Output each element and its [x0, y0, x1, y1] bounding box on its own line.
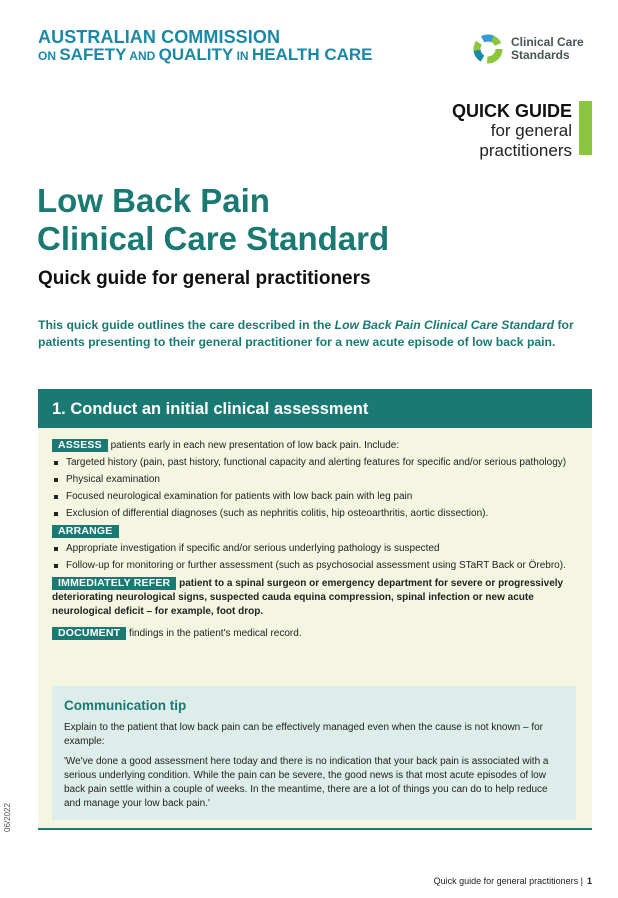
- org-name-line2: [38, 46, 373, 65]
- ccs-line2: Standards: [511, 48, 570, 62]
- document-tag: DOCUMENT: [52, 627, 126, 640]
- list-item: Targeted history (pain, past history, functional capacity and alerting features for specific and/or serious pathology): [52, 456, 580, 470]
- document-text: findings in the patient's medical record.: [126, 628, 302, 639]
- refer-tag: IMMEDIATELY REFER: [52, 577, 176, 590]
- intro-standard-name: Low Back Pain Clinical Care Standard: [334, 318, 555, 332]
- org-word-health-care: HEALTH CARE: [251, 45, 373, 64]
- section-content: [52, 439, 580, 645]
- document-paragraph: [52, 627, 580, 641]
- page-title: [37, 182, 389, 258]
- org-word-and: AND: [126, 49, 159, 63]
- arrange-tag: ARRANGE: [52, 525, 119, 538]
- footer-text: Quick guide for general practitioners |: [433, 876, 583, 886]
- page-footer: [434, 876, 592, 886]
- ccs-text: [511, 36, 584, 62]
- communication-tip-box: [52, 686, 576, 820]
- assess-list: [52, 456, 580, 521]
- quick-guide-sub1: for general: [490, 121, 572, 140]
- intro-after: for patients presenting to their general practitioner for a new acute episode of low back pain.: [38, 318, 574, 349]
- list-item: Focused neurological examination for patients with low back pain with leg pain: [52, 490, 580, 504]
- title-line2: Clinical Care Standard: [37, 220, 390, 257]
- intro-paragraph: [38, 317, 578, 351]
- assess-lead: [52, 439, 580, 453]
- refer-paragraph: [52, 577, 580, 619]
- intro-before: This quick guide outlines the care described in the: [38, 318, 335, 332]
- tip-paragraph-2: 'We've done a good assessment here today and there is no indication that your back pain is associated with a serious underlying condition. While the pain can be severe, the good news is that most acute episodes of low back pain settle within a couple of weeks. In the meantime, there are a lot of things you can do to help reduce and manage your low back pain.': [64, 756, 549, 809]
- title-line1: Low Back Pain: [37, 182, 270, 219]
- organization-logo: [38, 28, 373, 65]
- list-item: Exclusion of differential diagnoses (such as nephritis colitis, hip osteoarthritis, aortic dissection).: [52, 507, 580, 521]
- tip-paragraph-1: Explain to the patient that low back pain can be effectively managed even when the cause is not known – for example:: [64, 722, 544, 747]
- clinical-care-standards-logo: [471, 32, 584, 66]
- ccs-line1: Clinical Care: [511, 35, 584, 49]
- list-item: Follow-up for monitoring or further assessment (such as psychosocial assessment using STaRT Back or Örebro).: [52, 559, 580, 573]
- org-word-safety: SAFETY: [59, 45, 127, 64]
- page-number: 1: [586, 876, 592, 886]
- assessment-section: [38, 389, 592, 830]
- tip-title: Communication tip: [64, 698, 187, 713]
- org-name-line1: AUSTRALIAN COMMISSION: [38, 27, 281, 47]
- document-code: 06/2022: [3, 803, 12, 832]
- quick-guide-accent-bar: [579, 101, 592, 155]
- list-item: Physical examination: [52, 473, 580, 487]
- list-item: Appropriate investigation if specific and/or serious underlying pathology is suspected: [52, 542, 580, 556]
- assess-tag: ASSESS: [52, 439, 108, 452]
- org-word-in: IN: [233, 49, 252, 63]
- org-word-on: ON: [38, 49, 60, 63]
- quick-guide-title: QUICK GUIDE: [451, 101, 572, 121]
- page-subtitle: Quick guide for general practitioners: [38, 268, 371, 289]
- quick-guide-sub2: practitioners: [479, 141, 572, 160]
- quick-guide-label: [452, 101, 572, 161]
- org-word-quality: QUALITY: [158, 45, 234, 64]
- arrange-lead: [52, 525, 580, 539]
- ccs-ring-icon: [471, 32, 505, 66]
- refer-text: patient to a spinal surgeon or emergency department for severe or progressively deteriorating neurological signs, suspected cauda equina compression, spinal infection or new acute neurological deficit – for example, foot drop.: [52, 578, 564, 617]
- section-heading: 1. Conduct an initial clinical assessment: [38, 389, 592, 428]
- arrange-list: [52, 542, 580, 573]
- assess-text: patients early in each new presentation of low back pain. Include:: [107, 440, 400, 451]
